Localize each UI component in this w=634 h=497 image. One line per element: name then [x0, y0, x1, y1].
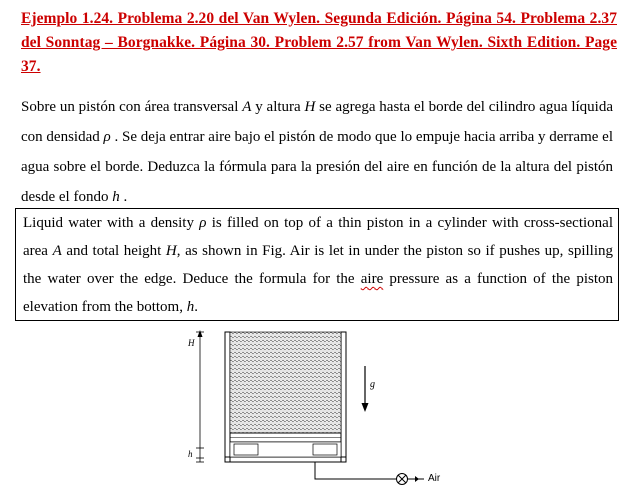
symbol-density: ρ	[103, 129, 111, 145]
spanish-text: y altura	[251, 99, 305, 115]
symbol-area: A	[52, 243, 62, 259]
english-text: and total height	[61, 243, 166, 259]
cylinder-wall-right	[341, 332, 346, 462]
water-column	[230, 332, 341, 433]
cylinder-wall-left	[225, 332, 230, 462]
label-h: h	[188, 449, 193, 459]
misspelled-word: aire	[360, 271, 384, 287]
air-supply-line	[315, 462, 396, 479]
symbol-piston-height: h	[186, 299, 195, 315]
spanish-problem-statement	[21, 92, 613, 212]
label-H: H	[188, 338, 195, 348]
english-problem-statement	[23, 209, 613, 321]
english-text: pressure as a function of the piston elevation from the bottom,	[23, 271, 613, 315]
english-text: is filled on top of a thin piston in a cylinder with cross-sectional area	[23, 215, 613, 259]
spanish-text: . Se deja entrar aire bajo el pistón de modo que lo empuje hacia arriba y derrame el agua sobre el borde. Deduzca la fórmula para la presión del aire en función de la altura del pistón desde el fondo	[21, 129, 613, 205]
symbol-piston-height: h	[112, 189, 120, 205]
figure-drawing	[170, 324, 470, 494]
spanish-text: .	[119, 189, 128, 205]
label-g: g	[370, 379, 375, 390]
symbol-area: A	[242, 99, 252, 115]
english-text: .	[194, 299, 198, 315]
cylinder-bottom	[225, 457, 346, 462]
piston-cylinder-figure	[170, 324, 470, 494]
spanish-text: se agrega hasta el borde del cilindro agua líquida con densidad	[21, 99, 613, 145]
example-heading: Ejemplo 1.24. Problema 2.20 del Van Wylen. Segunda Edición. Página 54. Problema 2.37 del Sonntag – Borgnakke. Página 30. Problem 2.57 from Van Wylen. Sixth Edition. Page 37.	[21, 10, 617, 75]
symbol-density: ρ	[199, 215, 207, 231]
symbol-height: H	[304, 99, 316, 115]
symbol-height: H	[165, 243, 177, 259]
spanish-text: Sobre un pistón con área transversal	[21, 99, 243, 115]
label-air: Air	[428, 473, 441, 484]
english-text: , as shown in Fig. Air is let in under the piston so if pushes up, spilling the water over the edge. Deduce the formula for the	[23, 243, 614, 287]
english-problem-box	[15, 208, 619, 321]
english-text: Liquid water with a density	[23, 215, 200, 231]
